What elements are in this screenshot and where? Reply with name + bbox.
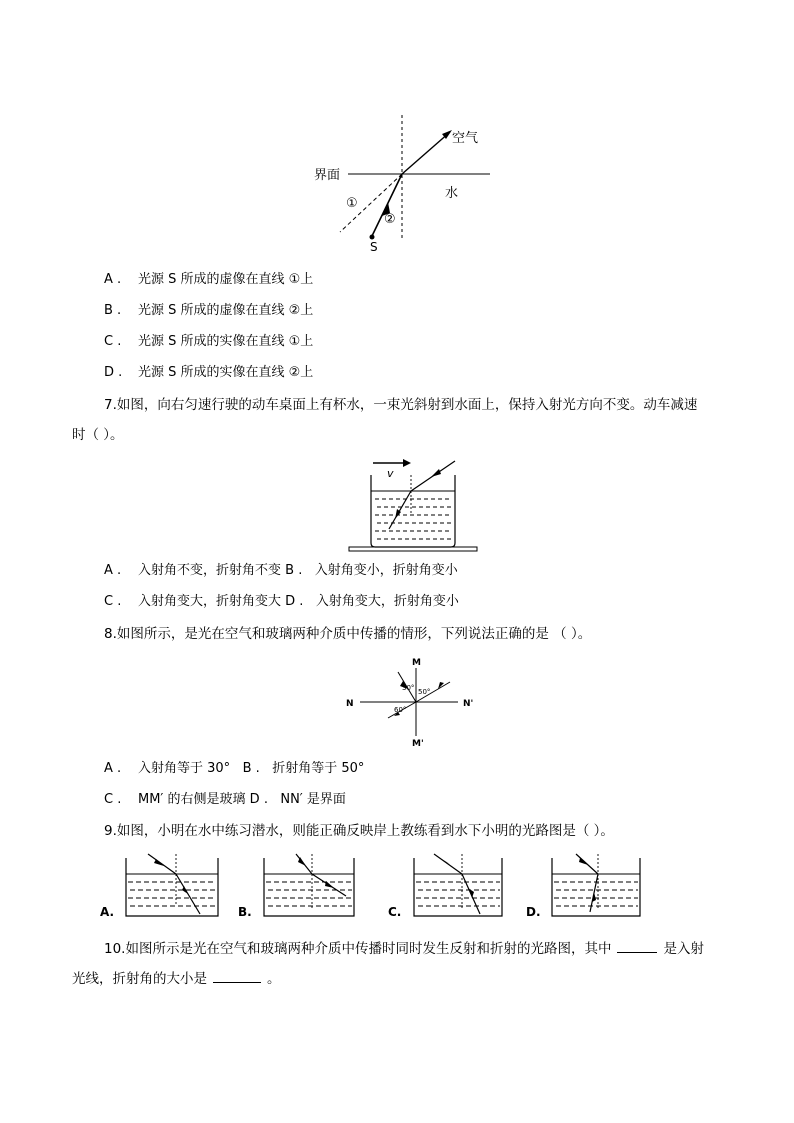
light-source-s bbox=[370, 235, 375, 240]
option-b[interactable] bbox=[104, 303, 313, 319]
cup bbox=[371, 475, 455, 547]
label-angle-30: 30° bbox=[402, 684, 415, 692]
q9-figure-c[interactable] bbox=[384, 852, 514, 922]
option-letter: D . bbox=[104, 365, 123, 380]
water-hatching bbox=[375, 499, 451, 539]
option-b[interactable]: B . 折射角等于 50° bbox=[242, 761, 365, 776]
option-letter: B . bbox=[104, 303, 122, 318]
option-b[interactable]: B . 入射角变小，折射角变小 bbox=[285, 563, 458, 578]
arrow-head bbox=[403, 459, 411, 467]
option-text: 光源 S 所成的实像在直线 ②上 bbox=[138, 365, 314, 380]
label-m: M bbox=[412, 658, 421, 668]
question-10-line2: 光线，折射角的大小是 。 bbox=[72, 971, 281, 987]
option-label: B. bbox=[238, 905, 252, 919]
label-line-1: ① bbox=[346, 196, 358, 211]
option-d[interactable] bbox=[104, 365, 313, 381]
answer-blank-refraction-angle[interactable] bbox=[213, 970, 261, 983]
option-label: A. bbox=[100, 905, 115, 919]
figure-air-glass bbox=[340, 652, 490, 752]
label-n-prime: N' bbox=[463, 699, 474, 709]
label-water: 水 bbox=[445, 186, 459, 201]
option-label: C. bbox=[388, 905, 402, 919]
option-c[interactable] bbox=[104, 334, 313, 350]
label-interface: 界面 bbox=[314, 168, 341, 183]
option-c[interactable]: C . MM′ 的右侧是玻璃 bbox=[104, 792, 246, 807]
option-text: 光源 S 所成的虚像在直线 ②上 bbox=[138, 303, 314, 318]
label-v: v bbox=[387, 467, 394, 480]
question-9-stem: 9.如图，小明在水中练习潜水，则能正确反映岸上教练看到水下小明的光路图是（ ）。 bbox=[104, 823, 614, 839]
option-letter: A . bbox=[104, 272, 122, 287]
option-d[interactable]: D . 入射角变大，折射角变小 bbox=[285, 594, 459, 609]
option-letter: C . bbox=[104, 334, 122, 349]
question-7-stem-line1: 7.如图，向右匀速行驶的动车桌面上有杯水，一束光斜射到水面上，保持入射光方向不变。动车减速 bbox=[104, 397, 698, 413]
label-s: S bbox=[370, 240, 378, 254]
question-7-stem-line2: 时（ ）。 bbox=[72, 427, 124, 443]
label-angle-60: 60° bbox=[394, 706, 407, 714]
question-8-stem: 8.如图所示，是光在空气和玻璃两种介质中传播的情形，下列说法正确的是 （ ）。 bbox=[104, 626, 592, 642]
option-a[interactable] bbox=[104, 272, 313, 288]
option-c[interactable]: C . 入射角变大，折射角变大 bbox=[104, 594, 282, 609]
q9-figure-d[interactable] bbox=[522, 852, 652, 922]
option-label: D. bbox=[526, 905, 541, 919]
arrow-head bbox=[431, 469, 441, 477]
option-text: 光源 S 所成的虚像在直线 ①上 bbox=[138, 272, 314, 287]
label-m-prime: M' bbox=[412, 739, 424, 749]
q7-options-row2 bbox=[104, 594, 459, 610]
label-line-2: ② bbox=[384, 212, 396, 227]
refracted-ray bbox=[402, 132, 450, 174]
option-text: 光源 S 所成的实像在直线 ①上 bbox=[138, 334, 314, 349]
option-a[interactable]: A . 入射角等于 30° bbox=[104, 761, 231, 776]
label-angle-50: 50° bbox=[418, 688, 431, 696]
q9-figure-b[interactable] bbox=[234, 852, 364, 922]
label-air: 空气 bbox=[452, 131, 479, 146]
answer-blank-incident-ray[interactable] bbox=[617, 940, 657, 953]
q8-options-row2 bbox=[104, 792, 346, 808]
figure-train-cup bbox=[345, 455, 480, 555]
q9-figure-a[interactable] bbox=[96, 852, 226, 922]
q7-options-row1 bbox=[104, 563, 458, 579]
option-d[interactable]: D . NN′ 是界面 bbox=[249, 792, 346, 807]
label-n: N bbox=[346, 699, 354, 709]
option-a[interactable]: A . 入射角不变，折射角不变 bbox=[104, 563, 282, 578]
q8-options-row1 bbox=[104, 761, 364, 777]
figure-refraction-air-water bbox=[300, 110, 500, 260]
question-10-line1: 10.如图所示是光在空气和玻璃两种介质中传播时同时发生反射和折射的光路图，其中 是入射 bbox=[104, 941, 704, 957]
